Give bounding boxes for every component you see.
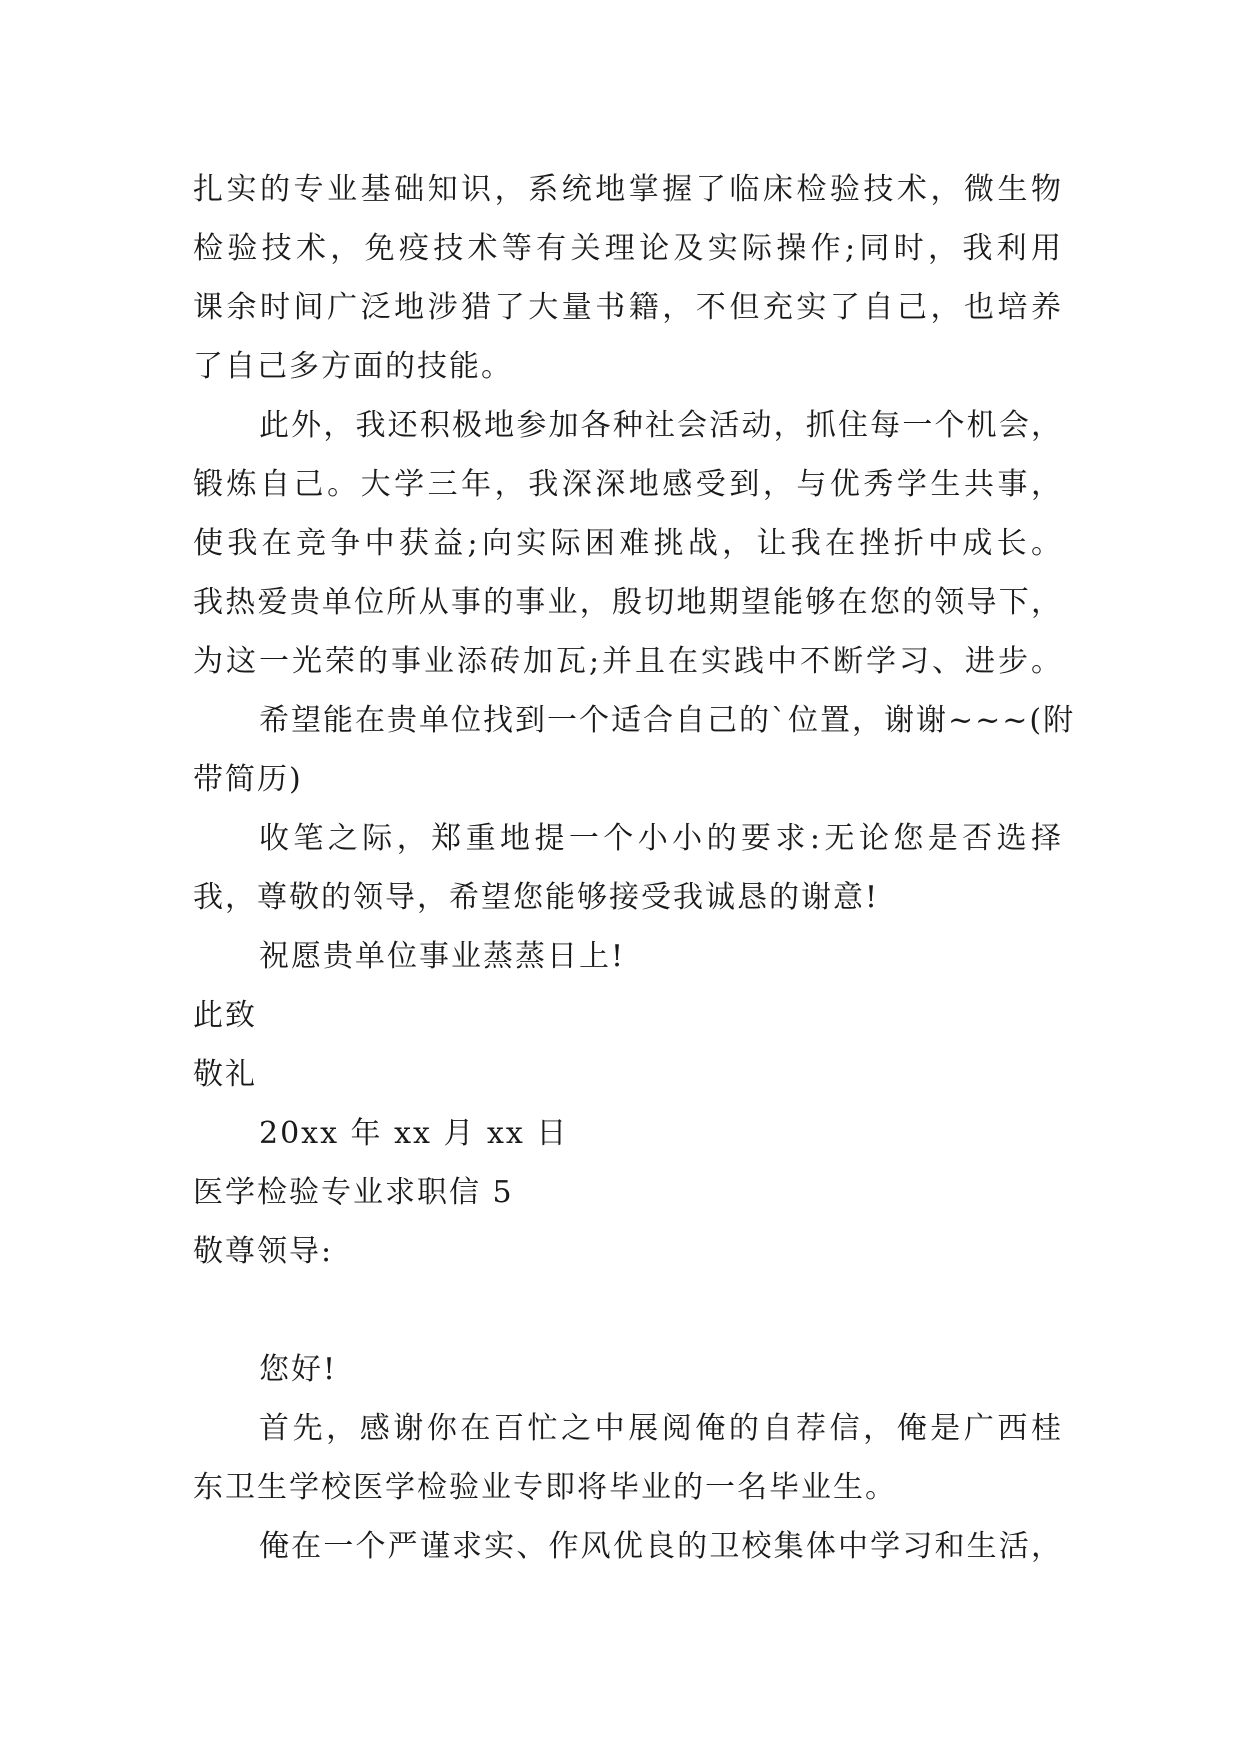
paragraph-line: 我，尊敬的领导，希望您能够接受我诚恳的谢意! xyxy=(193,880,880,915)
paragraph-line: 使我在竞争中获益;向实际困难挑战，让我在挫折中成长。 xyxy=(193,526,1063,561)
paragraph-line: 收笔之际，郑重地提一个小小的要求:无论您是否选择 xyxy=(259,821,1063,856)
paragraph-line: 了自己多方面的技能。 xyxy=(193,349,513,384)
paragraph-line: 首先，感谢你在百忙之中展阅俺的自荐信，俺是广西桂 xyxy=(259,1411,1063,1446)
letter-date: 20xx 年 xx 月 xx 日 xyxy=(259,1116,569,1151)
paragraph-line: 为这一光荣的事业添砖加瓦;并且在实践中不断学习、进步。 xyxy=(193,644,1063,679)
document-body xyxy=(193,160,1076,1576)
paragraph-line: 检验技术，免疫技术等有关理论及实际操作;同时，我利用 xyxy=(193,231,1063,266)
greeting-addressee: 敬尊领导: xyxy=(193,1234,334,1269)
paragraph-line: 带简历) xyxy=(193,762,303,797)
closing-wish: 祝愿贵单位事业蒸蒸日上! xyxy=(259,939,626,974)
closing-salutation: 此致 xyxy=(193,998,257,1033)
paragraph-line: 俺在一个严谨求实、作风优良的卫校集体中学习和生活， xyxy=(259,1529,1063,1564)
closing-regards: 敬礼 xyxy=(193,1057,257,1092)
paragraph-line: 此外，我还积极地参加各种社会活动，抓住每一个机会， xyxy=(259,408,1063,443)
section-heading: 医学检验专业求职信 5 xyxy=(193,1175,514,1210)
paragraph-line: 扎实的专业基础知识，系统地掌握了临床检验技术，微生物 xyxy=(193,172,1063,207)
paragraph-line: 锻炼自己。大学三年，我深深地感受到，与优秀学生共事， xyxy=(193,467,1063,502)
greeting: 您好! xyxy=(259,1352,338,1387)
paragraph-line: 课余时间广泛地涉猎了大量书籍，不但充实了自己，也培养 xyxy=(193,290,1063,325)
paragraph-line: 东卫生学校医学检验业专即将毕业的一名毕业生。 xyxy=(193,1470,897,1505)
paragraph-line: 希望能在贵单位找到一个适合自己的`位置，谢谢~~~(附 xyxy=(259,703,1076,738)
paragraph-line: 我热爱贵单位所从事的事业，殷切地期望能够在您的领导下， xyxy=(193,585,1063,620)
blank-line xyxy=(193,1281,1063,1340)
